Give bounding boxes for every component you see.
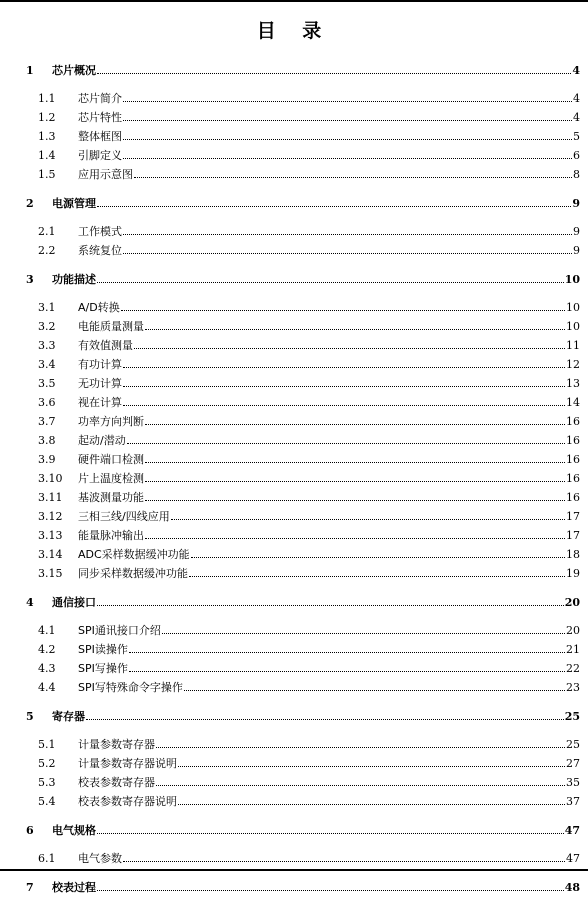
toc-leader-dots: [123, 366, 565, 368]
toc-page-number: 16: [566, 472, 580, 485]
toc-section-link[interactable]: [26, 561, 580, 580]
toc-leader-dots: [97, 281, 564, 283]
toc-label: 电气规格: [52, 824, 96, 837]
toc-leader-dots: [86, 718, 564, 720]
toc-label: 起动/潜动: [78, 434, 126, 447]
toc-number: 1.2: [38, 111, 56, 124]
toc-leader-dots: [171, 518, 565, 520]
toc-page-number: 16: [566, 434, 580, 447]
toc-number: 5: [26, 710, 34, 723]
toc-number: 7: [26, 881, 34, 894]
toc-page-number: 18: [566, 548, 580, 561]
toc-label: 校表过程: [52, 881, 96, 894]
toc-label: 校表参数寄存器说明: [78, 795, 177, 808]
toc-leader-dots: [145, 423, 565, 425]
toc-label: 能量脉冲输出: [78, 529, 144, 542]
toc-number: 6.1: [38, 852, 56, 865]
toc-leader-dots: [184, 689, 565, 691]
toc-page-number: 48: [564, 881, 580, 894]
toc-page-number: 23: [566, 681, 580, 694]
toc-leader-dots: [145, 328, 565, 330]
toc-leader-dots: [129, 651, 565, 653]
toc-page-number: 9: [573, 225, 580, 238]
toc-section-link[interactable]: [26, 295, 580, 314]
toc-label: 同步采样数据缓冲功能: [78, 567, 188, 580]
toc-number: 1: [26, 64, 34, 77]
toc-chapter-link[interactable]: [26, 703, 580, 723]
toc-number: 3.15: [38, 567, 63, 580]
toc-label: 电气参数: [78, 852, 122, 865]
toc-page-number: 4: [572, 64, 580, 77]
toc-leader-dots: [156, 784, 565, 786]
toc-section-link[interactable]: [26, 162, 580, 181]
toc-label: SPI写操作: [78, 662, 128, 675]
toc-label: 片上温度检测: [78, 472, 144, 485]
toc-number: 3.12: [38, 510, 63, 523]
toc-label: SPI通讯接口介绍: [78, 624, 161, 637]
toc-section-link[interactable]: [26, 314, 580, 333]
toc-page-number: 10: [566, 320, 580, 333]
toc-chapter-link[interactable]: [26, 190, 580, 210]
toc-chapter-link[interactable]: [26, 589, 580, 609]
toc-number: 2: [26, 197, 34, 210]
toc-leader-dots: [145, 461, 565, 463]
toc-number: 5.4: [38, 795, 56, 808]
toc-label: 芯片特性: [78, 111, 122, 124]
toc-section-link[interactable]: [26, 371, 580, 390]
toc-label: A/D转换: [78, 301, 120, 314]
toc-page-number: 16: [566, 415, 580, 428]
toc-leader-dots: [123, 860, 565, 862]
toc-label: 引脚定义: [78, 149, 122, 162]
toc-number: 1.5: [38, 168, 56, 181]
toc-label: 通信接口: [52, 596, 96, 609]
toc-leader-dots: [123, 119, 572, 121]
toc-label: 无功计算: [78, 377, 122, 390]
toc-number: 5.3: [38, 776, 56, 789]
toc-page-number: 14: [566, 396, 580, 409]
toc-leader-dots: [123, 252, 572, 254]
toc-leader-dots: [97, 889, 564, 891]
page-title: 目 录: [256, 20, 332, 42]
toc-section-link[interactable]: [26, 409, 580, 428]
toc-section-link[interactable]: [26, 238, 580, 257]
table-of-contents: [26, 57, 580, 903]
toc-leader-dots: [123, 385, 565, 387]
toc-leader-dots: [134, 176, 572, 178]
toc-label: 有功计算: [78, 358, 122, 371]
toc-number: 3.14: [38, 548, 63, 561]
toc-section-link[interactable]: [26, 105, 580, 124]
toc-section-link[interactable]: [26, 542, 580, 561]
toc-section-link[interactable]: [26, 504, 580, 523]
toc-page-number: 27: [566, 757, 580, 770]
bottom-rule: [0, 869, 588, 871]
toc-section-link[interactable]: [26, 789, 580, 808]
toc-leader-dots: [156, 746, 565, 748]
toc-label: 计量参数寄存器: [78, 738, 155, 751]
toc-section-link[interactable]: [26, 846, 580, 865]
toc-page-number: 8: [573, 168, 580, 181]
toc-page-number: 6: [573, 149, 580, 162]
toc-page-number: 16: [566, 491, 580, 504]
toc-number: 4.2: [38, 643, 56, 656]
toc-section-link[interactable]: [26, 770, 580, 789]
toc-leader-dots: [162, 632, 565, 634]
toc-label: 电源管理: [52, 197, 96, 210]
toc-leader-dots: [189, 575, 565, 577]
toc-label: 硬件端口检测: [78, 453, 144, 466]
toc-leader-dots: [123, 157, 572, 159]
toc-leader-dots: [134, 347, 565, 349]
toc-page-number: 9: [573, 244, 580, 257]
toc-label: 计量参数寄存器说明: [78, 757, 177, 770]
toc-leader-dots: [145, 499, 565, 501]
toc-label: SPI写特殊命令字操作: [78, 681, 183, 694]
toc-section-link[interactable]: [26, 675, 580, 694]
toc-page-number: 35: [566, 776, 580, 789]
toc-label: 基波测量功能: [78, 491, 144, 504]
toc-number: 3.6: [38, 396, 56, 409]
toc-number: 3.8: [38, 434, 56, 447]
toc-section-link[interactable]: [26, 124, 580, 143]
toc-leader-dots: [178, 765, 565, 767]
toc-section-link[interactable]: [26, 428, 580, 447]
toc-page-number: 17: [566, 510, 580, 523]
toc-section-link[interactable]: [26, 732, 580, 751]
toc-label: 寄存器: [52, 710, 85, 723]
toc-number: 2.1: [38, 225, 56, 238]
toc-page-number: 20: [564, 596, 580, 609]
toc-page-number: 4: [573, 111, 580, 124]
toc-number: 3.7: [38, 415, 56, 428]
toc-page-number: 19: [566, 567, 580, 580]
toc-section-link[interactable]: [26, 390, 580, 409]
toc-number: 5.1: [38, 738, 56, 751]
toc-chapter-link[interactable]: [26, 57, 580, 77]
toc-leader-dots: [97, 205, 571, 207]
toc-number: 4.1: [38, 624, 56, 637]
toc-leader-dots: [123, 404, 565, 406]
toc-number: 3.9: [38, 453, 56, 466]
toc-chapter-link[interactable]: [26, 874, 580, 894]
toc-page-number: 25: [564, 710, 580, 723]
toc-page-number: 47: [564, 824, 580, 837]
toc-label: 校表参数寄存器: [78, 776, 155, 789]
toc-section-link[interactable]: [26, 751, 580, 770]
toc-label: 功率方向判断: [78, 415, 144, 428]
toc-page-number: 9: [572, 197, 580, 210]
toc-page-number: 37: [566, 795, 580, 808]
toc-page-number: 47: [566, 852, 580, 865]
toc-label: 三相三线/四线应用: [78, 510, 170, 523]
toc-number: 4.4: [38, 681, 56, 694]
toc-number: 3.10: [38, 472, 63, 485]
toc-leader-dots: [97, 72, 571, 74]
toc-page-number: 10: [564, 273, 580, 286]
toc-number: 2.2: [38, 244, 56, 257]
toc-section-link[interactable]: [26, 618, 580, 637]
toc-label: 视在计算: [78, 396, 122, 409]
toc-leader-dots: [127, 442, 565, 444]
toc-section-link[interactable]: [26, 219, 580, 238]
toc-label: 功能描述: [52, 273, 96, 286]
toc-chapter-link[interactable]: [26, 266, 580, 286]
toc-section-link[interactable]: [26, 485, 580, 504]
toc-label: 有效值测量: [78, 339, 133, 352]
toc-label: 系统复位: [78, 244, 122, 257]
toc-section-link[interactable]: [26, 656, 580, 675]
toc-leader-dots: [129, 670, 565, 672]
toc-page-number: 13: [566, 377, 580, 390]
toc-label: 整体框图: [78, 130, 122, 143]
toc-leader-dots: [191, 556, 565, 558]
toc-leader-dots: [121, 309, 565, 311]
toc-section-link[interactable]: [26, 466, 580, 485]
toc-label: SPI读操作: [78, 643, 128, 656]
toc-section-link[interactable]: [26, 333, 580, 352]
toc-number: 1.3: [38, 130, 56, 143]
toc-label: 工作模式: [78, 225, 122, 238]
toc-leader-dots: [97, 832, 564, 834]
toc-chapter-link[interactable]: [26, 817, 580, 837]
toc-number: 4: [26, 596, 34, 609]
toc-number: 3: [26, 273, 34, 286]
toc-section-link[interactable]: [26, 143, 580, 162]
toc-number: 3.11: [38, 491, 63, 504]
toc-label: 应用示意图: [78, 168, 133, 181]
toc-page-number: 21: [566, 643, 580, 656]
toc-number: 3.4: [38, 358, 56, 371]
toc-page-number: 22: [566, 662, 580, 675]
toc-page-number: 20: [566, 624, 580, 637]
toc-number: 3.2: [38, 320, 56, 333]
toc-number: 3.3: [38, 339, 56, 352]
toc-leader-dots: [123, 233, 572, 235]
toc-page-number: 4: [573, 92, 580, 105]
toc-number: 4.3: [38, 662, 56, 675]
toc-leader-dots: [123, 100, 572, 102]
toc-page-number: 10: [566, 301, 580, 314]
toc-label: 芯片概况: [52, 64, 96, 77]
toc-number: 5.2: [38, 757, 56, 770]
toc-page-number: 11: [566, 339, 580, 352]
toc-page-number: 5: [573, 130, 580, 143]
toc-number: 1.1: [38, 92, 56, 105]
toc-leader-dots: [145, 537, 565, 539]
toc-page-number: 12: [566, 358, 580, 371]
toc-page-number: 17: [566, 529, 580, 542]
toc-page-number: 25: [566, 738, 580, 751]
toc-number: 6: [26, 824, 34, 837]
toc-number: 3.5: [38, 377, 56, 390]
toc-label: 芯片简介: [78, 92, 122, 105]
toc-section-link[interactable]: [26, 523, 580, 542]
toc-page-number: 16: [566, 453, 580, 466]
toc-leader-dots: [123, 138, 572, 140]
toc-leader-dots: [97, 604, 564, 606]
top-rule: [0, 0, 588, 2]
toc-leader-dots: [178, 803, 565, 805]
toc-label: 电能质量测量: [78, 320, 144, 333]
toc-section-link[interactable]: [26, 86, 580, 105]
toc-section-link[interactable]: [26, 447, 580, 466]
toc-number: 3.13: [38, 529, 63, 542]
toc-number: 3.1: [38, 301, 56, 314]
toc-number: 1.4: [38, 149, 56, 162]
toc-section-link[interactable]: [26, 637, 580, 656]
toc-section-link[interactable]: [26, 352, 580, 371]
toc-leader-dots: [145, 480, 565, 482]
toc-label: ADC采样数据缓冲功能: [78, 548, 190, 561]
